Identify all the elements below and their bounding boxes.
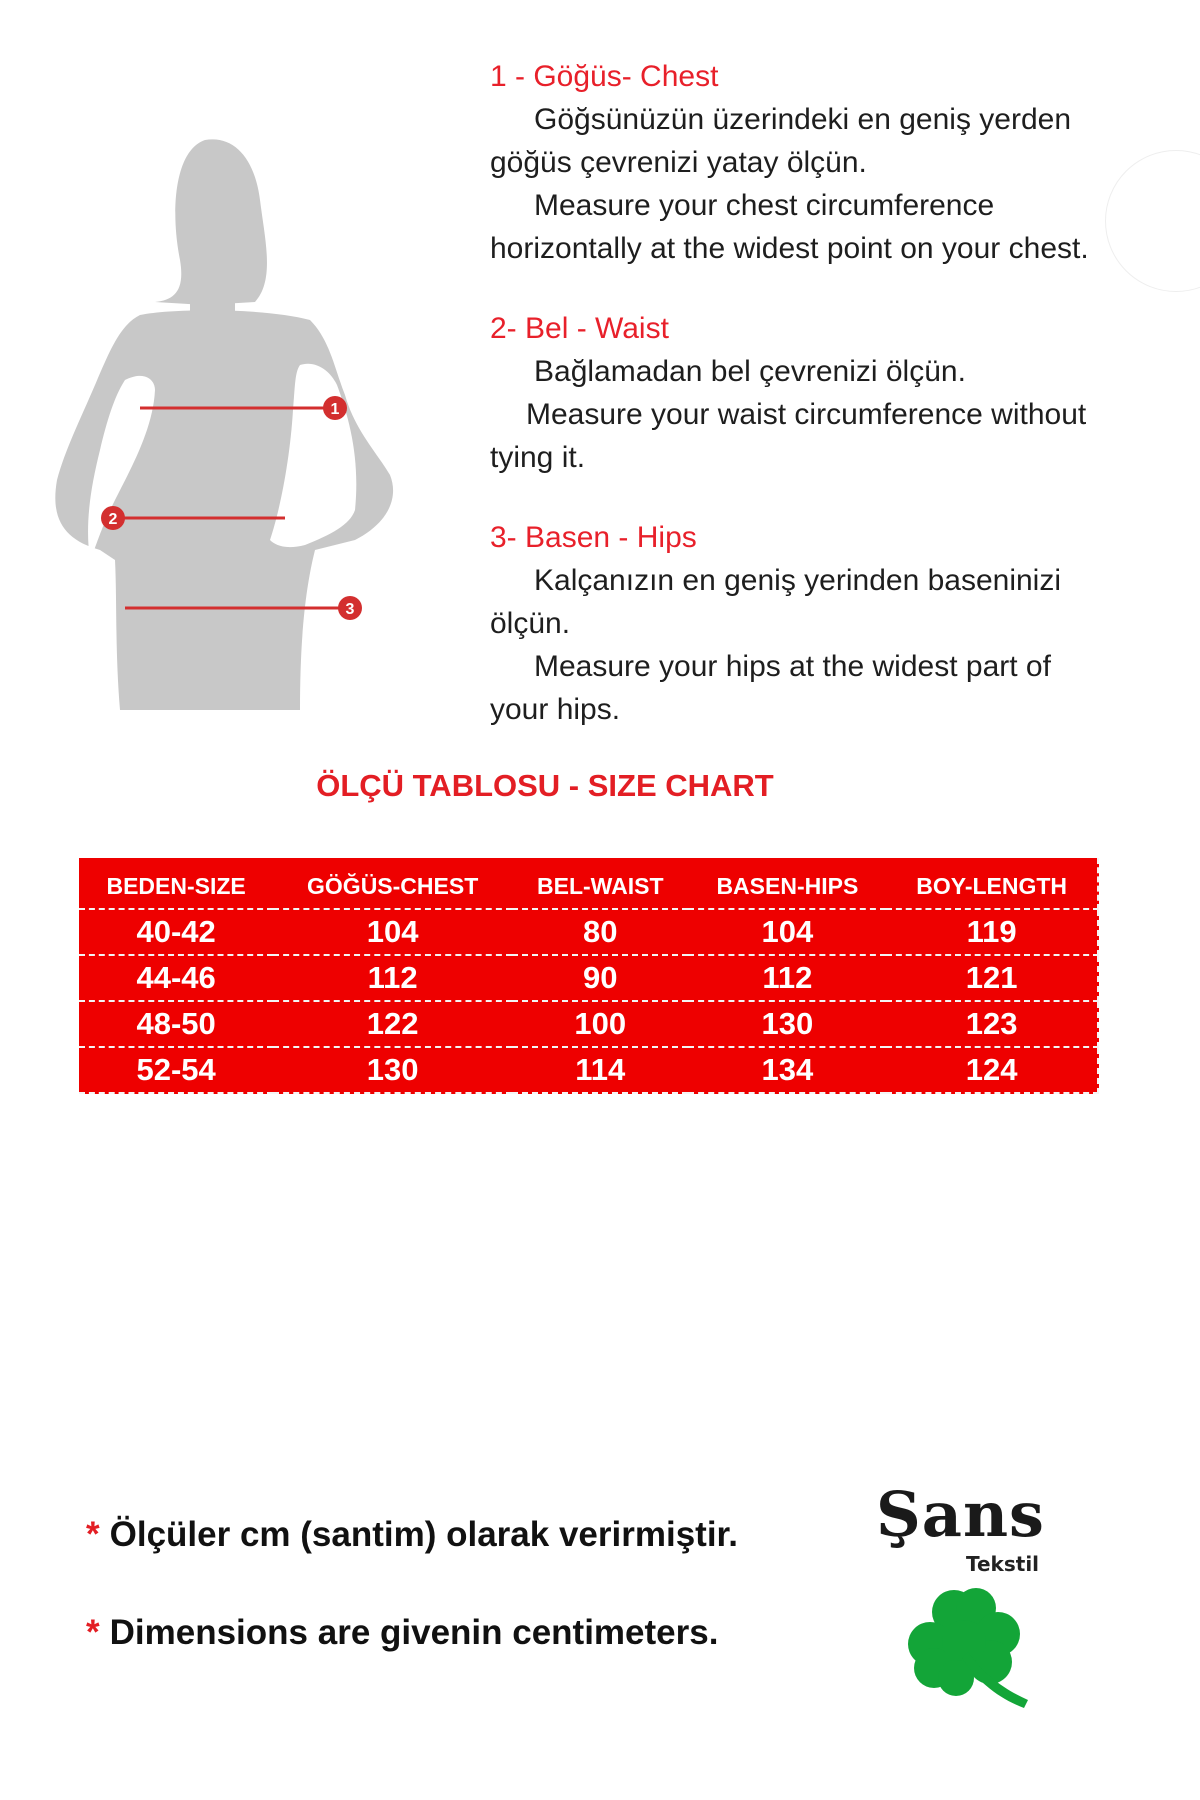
marker-3: 3 xyxy=(345,601,355,618)
instruction-tr-text: Bağlamadan bel çevrenizi ölçün. xyxy=(534,355,966,388)
table-row xyxy=(79,909,1098,955)
table-cell: 100 xyxy=(512,1001,688,1047)
instruction-tr-text-cont: ölçün. xyxy=(490,607,571,640)
instruction-en-text: Measure your waist circumference without xyxy=(526,398,1087,431)
instruction-chest xyxy=(490,55,1170,270)
table-header-row xyxy=(79,858,1098,909)
measurement-instructions xyxy=(490,55,1170,768)
table-cell: 112 xyxy=(273,955,512,1001)
instruction-tr-text-cont: göğüs çevrenizi yatay ölçün. xyxy=(490,146,867,179)
table-row xyxy=(79,1001,1098,1047)
instruction-tr-text: Göğsünüzün üzerindeki en geniş yerden xyxy=(534,103,1072,136)
instruction-title: 2- Bel - Waist xyxy=(490,312,669,345)
table-cell: 44-46 xyxy=(79,955,273,1001)
footnote-units-en xyxy=(86,1613,738,1711)
table-cell: 104 xyxy=(273,909,512,955)
footnote-units-tr xyxy=(86,1515,738,1613)
logo-name: Şans xyxy=(876,1478,1045,1551)
instruction-en-text: Measure your hips at the widest part of xyxy=(534,650,1051,683)
table-cell: 80 xyxy=(512,909,688,955)
brand-logo xyxy=(870,1478,1070,1718)
instruction-hips xyxy=(490,516,1170,731)
footnotes xyxy=(86,1515,738,1711)
column-header: BEDEN-SIZE xyxy=(79,858,273,909)
table-cell: 122 xyxy=(273,1001,512,1047)
table-cell: 124 xyxy=(886,1047,1098,1093)
table-row xyxy=(79,1047,1098,1093)
table-cell: 123 xyxy=(886,1001,1098,1047)
size-chart-title: ÖLÇÜ TABLOSU - SIZE CHART xyxy=(316,768,774,803)
table-cell: 121 xyxy=(886,955,1098,1001)
table-cell: 112 xyxy=(688,955,886,1001)
body-silhouette-figure xyxy=(55,130,455,710)
instruction-title: 1 - Göğüs- Chest xyxy=(490,60,719,93)
size-chart-table xyxy=(79,858,1099,1094)
column-header: BEL-WAIST xyxy=(512,858,688,909)
table-cell: 104 xyxy=(688,909,886,955)
marker-1: 1 xyxy=(330,401,340,418)
instruction-en-text-cont: horizontally at the widest point on your chest. xyxy=(490,232,1089,265)
table-cell: 48-50 xyxy=(79,1001,273,1047)
asterisk: * xyxy=(86,1613,100,1652)
table-cell: 52-54 xyxy=(79,1047,273,1093)
footnote-text: Dimensions are givenin centimeters. xyxy=(109,1613,719,1652)
instruction-en-text-cont: your hips. xyxy=(490,693,621,726)
table-cell: 90 xyxy=(512,955,688,1001)
footnote-text: Ölçüler cm (santim) olarak verirmiştir. xyxy=(109,1515,738,1554)
instruction-tr-text: Kalçanızın en geniş yerinden baseninizi xyxy=(534,564,1062,597)
instruction-en-text: Measure your chest circumference xyxy=(534,189,995,222)
logo-subtitle: Tekstil xyxy=(966,1552,1040,1576)
table-cell: 130 xyxy=(688,1001,886,1047)
column-header: GÖĞÜS-CHEST xyxy=(273,858,512,909)
table-cell: 40-42 xyxy=(79,909,273,955)
table-cell: 114 xyxy=(512,1047,688,1093)
table-cell: 119 xyxy=(886,909,1098,955)
table-cell: 130 xyxy=(273,1047,512,1093)
column-header: BOY-LENGTH xyxy=(886,858,1098,909)
table-row xyxy=(79,955,1098,1001)
column-header: BASEN-HIPS xyxy=(688,858,886,909)
table-cell: 134 xyxy=(688,1047,886,1093)
instruction-en-text-cont: tying it. xyxy=(490,441,586,474)
marker-2: 2 xyxy=(108,511,118,528)
instruction-waist xyxy=(490,307,1170,479)
asterisk: * xyxy=(86,1515,100,1554)
clover-icon xyxy=(906,1582,1036,1712)
instruction-title: 3- Basen - Hips xyxy=(490,521,697,554)
